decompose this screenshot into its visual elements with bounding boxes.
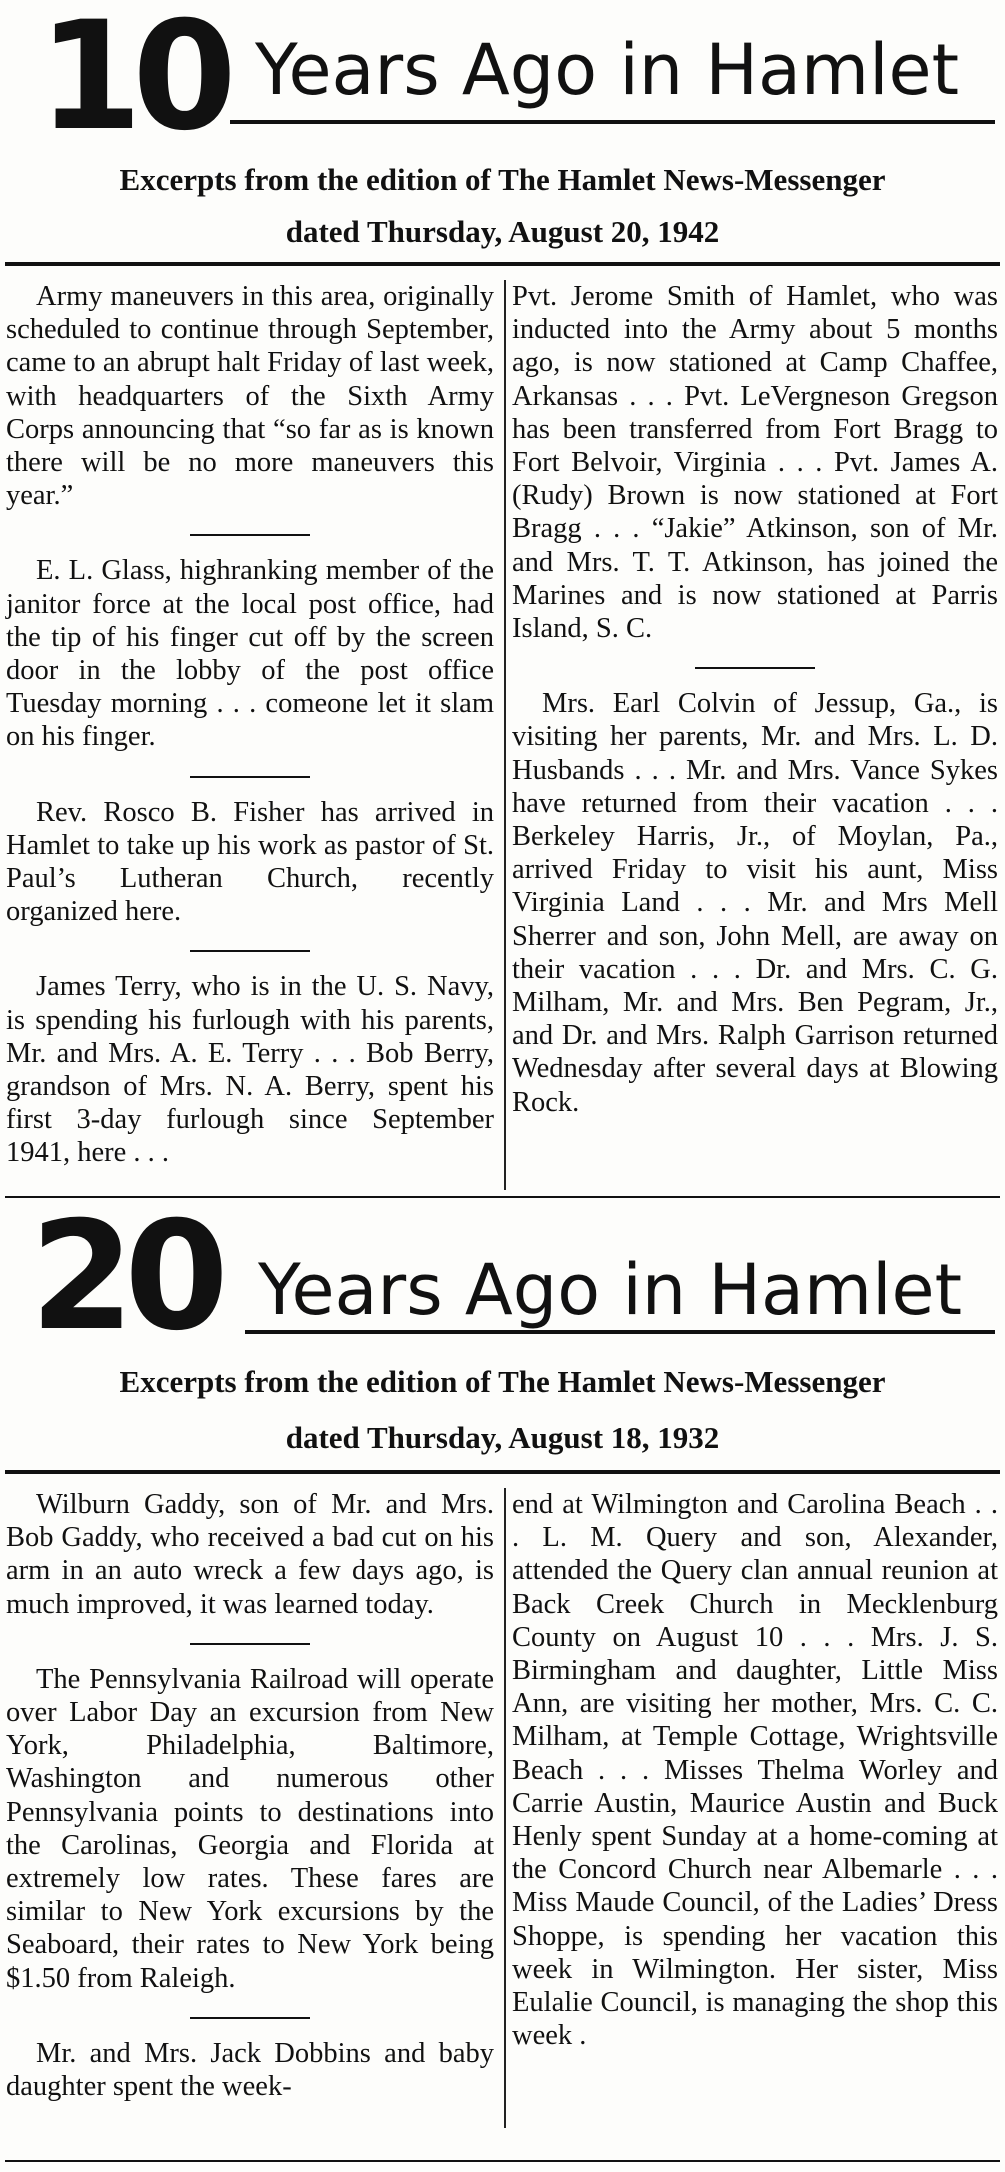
column-rule [504,1488,506,2128]
item-divider [190,950,310,952]
big-number: 20 [30,1190,219,1364]
date-line: dated Thursday, August 18, 1932 [285,1420,720,1455]
news-item: Army maneuvers in this area, originally scheduled to continue through September, came to an abrupt halt Friday of last week, with headquarters of the Sixth Army Corps announcing that “so far as is known there will be no more maneuvers this year.” [6,281,494,512]
news-item: Mrs. Earl Colvin of Jessup, Ga., is visiting her parents, Mr. and Mrs. L. D. Husbands . . . Mr. and Mrs. Vance Sykes have returned from their vacation . . . Berkeley Harris, Jr., of Moylan, Pa., arrived Friday to visit his aunt, Miss Virginia Land . . . Mr. and Mrs Mell Sherrer and son, John Mell, are away on their vacation . . . Dr. and Mrs. C. G. Milham, Mr. and Mrs. Ben Pegram, Jr., and Dr. and Mrs. Ralph Garrison returned Wednesday after several days at Blowing Rock. [512,688,998,1118]
news-item: E. L. Glass, highranking member of the janitor force at the local post office, had the tip of his finger cut off by the screen door in the lobby of the post office Tuesday morning . . . comeone let it slam on his finger. [6,555,494,753]
news-item: Rev. Rosco B. Fisher has arrived in Hamlet to take up his work as pastor of St. Paul’s Lutheran Church, recently organized here. [6,796,494,928]
item-divider [695,667,815,669]
excerpt-line: Excerpts from the edition of The Hamlet News-Messenger [119,1364,886,1399]
item-divider [190,2017,310,2019]
news-item: James Terry, who is in the U. S. Navy, is spending his furlough with his parents, Mr. and Mrs. A. E. Terry . . . Bob Berry, grandson of Mrs. N. A. Berry, spent his first 3-day furlough since September 1941, here . . . [6,971,494,1169]
right-column [512,1488,998,2074]
news-item: Mr. and Mrs. Jack Dobbins and baby daughter spent the week- [6,2037,494,2103]
news-item: The Pennsylvania Railroad will operate over Labor Day an excursion from New York, Philadelphia, Baltimore, Washington and numerous other Pennsylvania points to destinations into the Carolinas, Georgia and Florida at extremely low rates. These fares are similar to New York excursions by the Seaboard, their rates to New York being $1.50 from Raleigh. [6,1663,494,1994]
section-header-10-years [0,0,1005,164]
date-line: dated Thursday, August 20, 1942 [285,214,720,249]
column-rule [504,280,506,1190]
section-title: Years Ago in Hamlet [258,1249,963,1331]
item-divider [190,776,310,778]
header-rule [230,120,995,124]
section-rule [5,262,1000,266]
section-title: Years Ago in Hamlet [255,29,960,111]
header-rule [245,1330,995,1334]
bottom-rule [5,2160,1000,2162]
excerpt-line: Excerpts from the edition of The Hamlet News-Messenger [119,162,886,197]
news-item: Wilburn Gaddy, son of Mr. and Mrs. Bob Gaddy, who received a bad cut on his arm in an auto wreck a few days ago, is much improved, it was learned today. [6,1489,494,1620]
item-divider [190,534,310,536]
section-rule [5,1470,1000,1474]
section-header-20-years [0,1190,1005,1364]
item-divider [190,1643,310,1645]
left-column [6,280,494,1192]
news-item: Pvt. Jerome Smith of Hamlet, who was inducted into the Army about 5 months ago, is now stationed at Camp Chaffee, Arkansas . . . Pvt. LeVergneson Gregson has been transferred from Fort Bragg to Fort Belvoir, Virginia . . . Pvt. James A. (Rudy) Brown is now stationed at Fort Bragg . . . “Jakie” Atkinson, son of Mr. and Mrs. T. T. Atkinson, has joined the Marines and is now stationed at Parris Island, S. C. [512,281,998,645]
left-column [6,1488,494,2125]
news-item: end at Wilmington and Carolina Beach . . . L. M. Query and son, Alexander, attended the Query clan annual reunion at Back Creek Church in Mecklenburg County on August 10 . . . Mrs. J. S. Birmingham and daughter, Little Miss Ann, are visiting her mother, Mrs. C. C. Milham, at Temple Cottage, Wrightsville Beach . . . Misses Thelma Worley and Carrie Austin, Maurice Austin and Buck Henly spent Sunday at a home-coming at the Concord Church near Albemarle . . . Miss Maude Council, of the Ladies’ Dress Shoppe, is spending her vacation this week in Wilmington. Her sister, Miss Eulalie Council, is managing the shop this week . [512,1489,998,2052]
big-number: 10 [38,0,227,164]
right-column [512,280,998,1141]
